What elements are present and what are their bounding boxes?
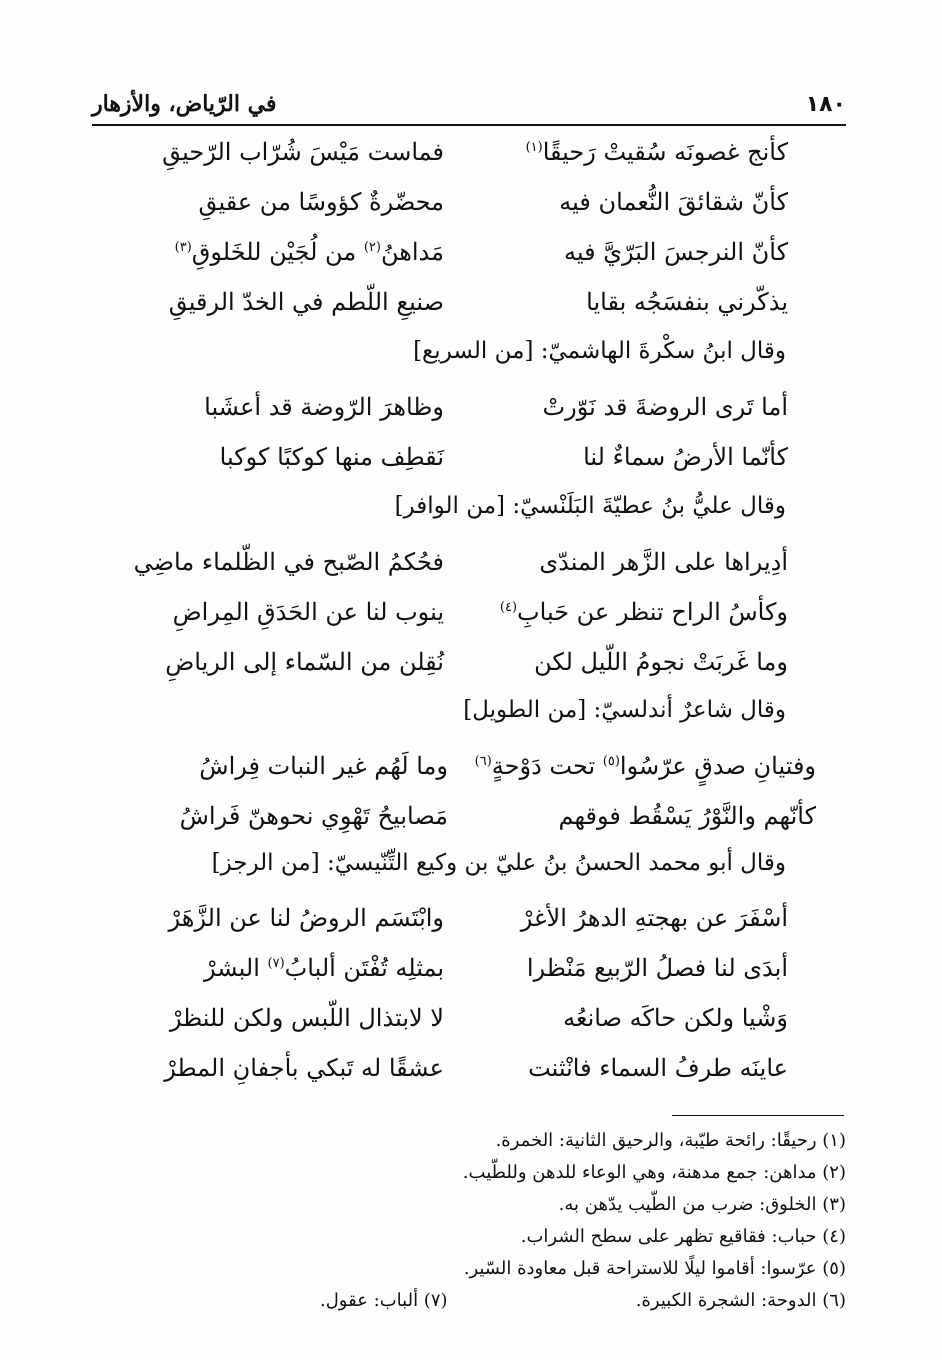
verse-first-hemistich: وفتيانِ صدقٍ عرّسُوا$^{(٥)}$ تحت دَوْحةٍ$^{(٦)}$: [474, 752, 816, 780]
poem-introduction: وقال شاعرٌ أندلسيّ: [من الطويل]: [463, 697, 786, 723]
verse-second-hemistich: مَداهنُ$^{(٢)}$ من لُجَيْن للخَلوقِ$^{(٣)}$: [174, 238, 444, 266]
footnote-separator: [672, 1115, 844, 1116]
footnote-reference[interactable]: (٤): [499, 600, 518, 615]
verse-second-hemistich: لا لابتذال اللّبس ولكن للنظرْ: [169, 1004, 444, 1032]
verse-line: [128, 794, 820, 842]
footnote-reference[interactable]: (٣): [174, 240, 192, 255]
poem-introduction: وقال ابنُ سكْرةَ الهاشميّ: [من السريع]: [413, 338, 786, 364]
verse-second-hemistich: نُقِلن من السّماء إلى الرياضِ: [165, 648, 444, 676]
footnote: (٤) حباب: فقاقيع تظهر على سطح الشراب.: [520, 1226, 846, 1247]
footnote-reference[interactable]: (٥): [602, 754, 620, 769]
verse-first-hemistich: أدِيراها على الزَّهر المندّى: [539, 548, 788, 576]
footnote: (٢) مداهن: جمع مدهنة، وهي الوعاء للدهن وللطّيب.: [462, 1162, 846, 1183]
verse-line: [128, 996, 820, 1044]
verse-line: [128, 896, 820, 944]
verse-first-hemistich: أبدَى لنا فصلُ الرّبيع مَنْظرا: [526, 954, 788, 982]
footnote-reference[interactable]: (٦): [474, 754, 492, 769]
verse-line: [128, 640, 820, 688]
verse-line: [128, 1046, 820, 1094]
verse-second-hemistich: نَقطِف منها كوكبًا كوكبا: [219, 443, 444, 471]
verse-line: [128, 540, 820, 588]
verse-line: [128, 744, 820, 792]
verse-second-hemistich: محضّرةٌ كؤوسًا من عقيقِ: [198, 188, 444, 216]
verse-first-hemistich: وكأسُ الراح تنظر عن حَبابِ$^{(٤)}$: [499, 598, 788, 626]
verse-line: [128, 230, 820, 278]
verse-line: [128, 280, 820, 328]
verse-first-hemistich: وما غَربَتْ نجومُ اللّيل لكن: [534, 648, 788, 676]
poem-introduction: وقال عليُّ بنُ عطيّةَ البَلَنْسيّ: [من الوافر]: [394, 493, 786, 519]
verse-line: [128, 180, 820, 228]
verse-first-hemistich: أما تَرى الروضةَ قد نَوّرتْ: [542, 393, 788, 421]
running-title: في الرّياض، والأزهار: [92, 91, 277, 117]
verse-second-hemistich: فماست مَيْسَ شُرّاب الرّحيقِ: [162, 138, 444, 166]
footnote-reference[interactable]: (٢): [363, 240, 381, 255]
verse-second-hemistich: وظاهرَ الرّوضة قد أعشَبا: [204, 393, 444, 421]
footnote: (٦) الدوحة: الشجرة الكبيرة.: [635, 1290, 846, 1311]
verse-first-hemistich: أسْفَرَ عن بهجتهِ الدهرُ الأغرْ: [520, 904, 788, 932]
verse-line: [128, 435, 820, 483]
verse-second-hemistich: فحُكمُ الصّبح في الظّلماء ماضِي: [133, 548, 444, 576]
footnote: (٥) عرّسوا: أقاموا ليلًا للاستراحة قبل معاودة السّير.: [463, 1258, 846, 1279]
verse-line: [128, 590, 820, 638]
verse-second-hemistich: وابْتَسَم الروضُ لنا عن الزَّهَرْ: [168, 904, 444, 932]
footnote-reference[interactable]: (٧): [267, 956, 285, 971]
verse-line: [128, 130, 820, 178]
verse-line: [128, 385, 820, 433]
verse-second-hemistich: ينوب لنا عن الحَدَقِ المِراضِ: [172, 598, 444, 626]
verse-first-hemistich: يذكّرني بنفسَجُه بقايا: [586, 288, 788, 316]
footnote-row: [320, 1290, 846, 1311]
verse-first-hemistich: كأنّ النرجسَ البَرّيَّ فيه: [564, 238, 788, 266]
verse-first-hemistich: كأنّهم والنَّوْرُ يَسْقُط فوقهم: [558, 802, 816, 830]
verse-first-hemistich: كأنج غصونَه سُقيتْ رَحيقًا$^{(١)}$: [525, 138, 788, 166]
poem-introduction: وقال أبو محمد الحسنُ بنُ عليّ بن وكيع التِّنّيسيّ: [من الرجز]: [211, 850, 786, 876]
verse-first-hemistich: كأنّ شقائقَ النُّعمان فيه: [559, 188, 788, 216]
running-header: [92, 84, 846, 126]
verse-first-hemistich: وَشْيا ولكن حاكَه صانعُه: [563, 1004, 788, 1032]
verse-second-hemistich: وما لَهُم غير النبات فِراشُ: [199, 752, 448, 780]
verse-second-hemistich: صنيعِ اللّطم في الخدّ الرقيقِ: [168, 288, 444, 316]
verse-second-hemistich: بمثلِه تُفْتَن ألبابُ$^{(٧)}$ البشرْ: [204, 954, 444, 982]
verse-second-hemistich: مَصابيحُ تَهْوِي نحوهنّ فَراشُ: [179, 802, 448, 830]
footnote: (٣) الخلوق: ضرب من الطّيب يدّهن به.: [558, 1194, 846, 1215]
footnote: (١) رحيقًا: رائحة طيّبة، والرحيق الثانية: الخمرة.: [495, 1130, 846, 1151]
verse-second-hemistich: عشقًا له تَبكي بأجفانِ المطرْ: [164, 1054, 444, 1082]
page-number: ١٨٠: [805, 91, 846, 117]
verse-first-hemistich: كأنّما الأرضُ سماءٌ لنا: [583, 443, 788, 471]
footnote: (٧) ألباب: عقول.: [320, 1290, 448, 1311]
verse-line: [128, 946, 820, 994]
verse-first-hemistich: عاينَه طرفُ السماء فانْثنت: [528, 1054, 788, 1082]
footnote-reference[interactable]: (١): [525, 140, 543, 155]
